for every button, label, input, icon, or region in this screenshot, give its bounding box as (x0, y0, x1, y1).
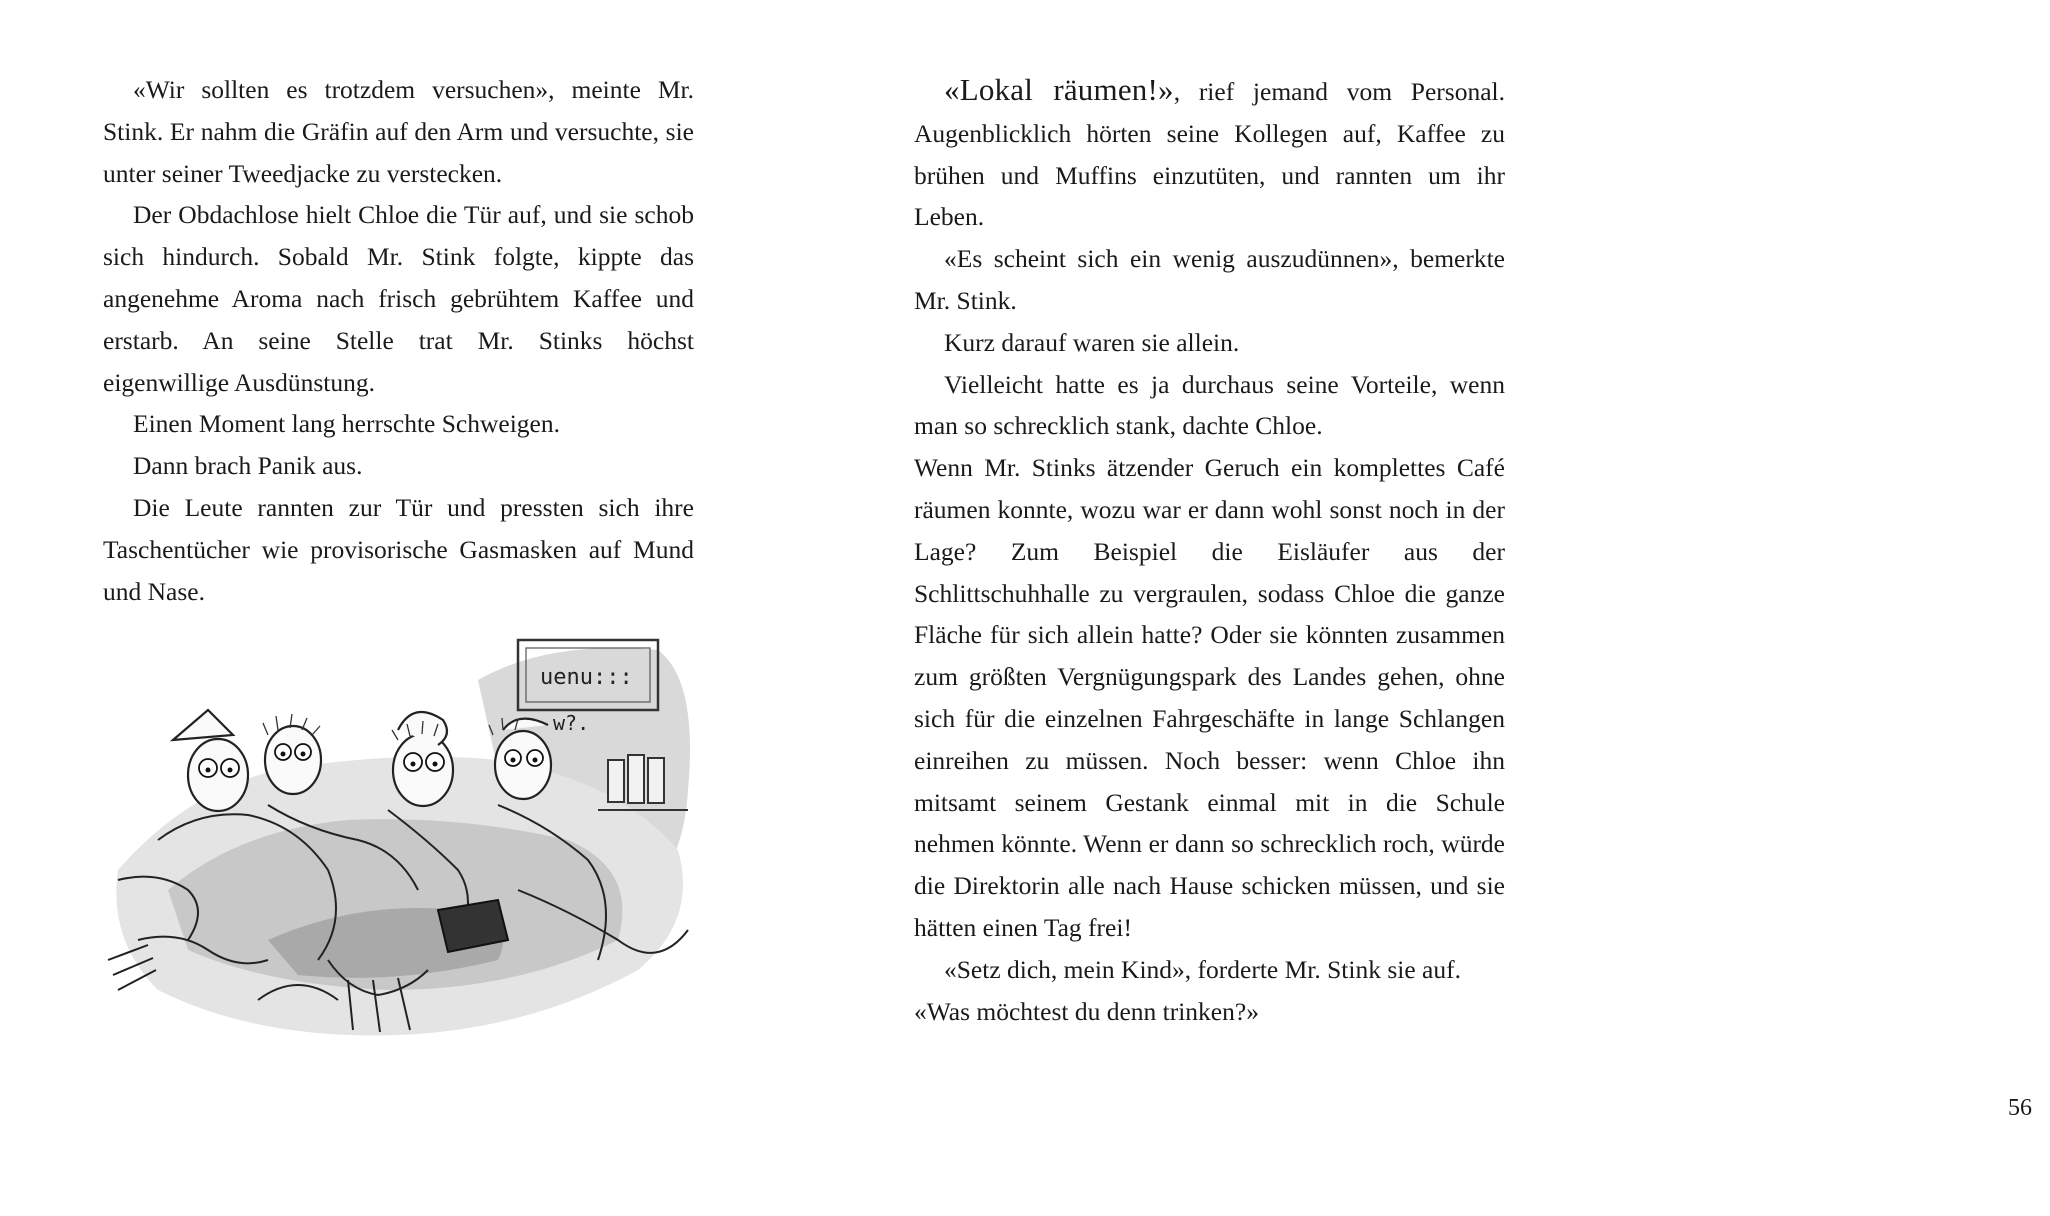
right-text-column (914, 69, 1505, 1032)
page-number: 56 (2008, 1095, 2032, 1121)
right-page (800, 0, 2032, 1216)
cafe-panic-illustration (98, 640, 718, 1060)
paragraph: «Was möchtest du denn trinken?» (914, 996, 1259, 1026)
left-text-column (103, 69, 694, 612)
menu-board-text-2: w?. (553, 711, 590, 735)
paragraph: «Es scheint sich ein wenig auszudünnen», bemerkte Mr. Stink. (914, 244, 1505, 315)
paragraph: Einen Moment lang herrschte Schweigen. (133, 409, 561, 439)
paragraph: Der Obdachlose hielt Chloe die Tür auf, und sie schob sich hindurch. Sobald Mr. Stink folgte, kippte das angenehme Aroma nach frisch gebrühtem Kaffee und erstarb. An seine Stelle trat Mr. Stinks höchst eigenwillige Ausdünstung. (103, 200, 694, 397)
paragraph: Wenn Mr. Stinks ätzender Geruch ein komplettes Café räumen konnte, wozu war er dann wohl sonst noch in der Lage? Zum Beispiel die Eisläufer aus der Schlittschuhhalle zu vergraulen, sodass Chloe die ganze Fläche für sich allein hatte? Oder sie könnten zusammen zum größten Vergnügungspark des Landes gehen, ohne sich für die einzelnen Fahrgeschäfte in lange Schlangen einreihen zu müssen. Noch besser: wenn Chloe ihn mitsamt seinem Gestank einmal mit in die Schule nehmen könnte. Wenn er dann so schrecklich roch, würde die Direktorin alle nach Hause schicken müssen, und sie hätten einen Tag frei! (914, 453, 1505, 942)
lead-rest: , rief jemand vom Personal. Augenblicklich hörten seine Kollegen auf, Kaffee zu brühen und Muffins einzutüten, und rannten um ihr Leben. (914, 77, 1505, 232)
left-page (0, 0, 800, 1216)
paragraph (914, 69, 1505, 238)
menu-board-text: uenu::: (540, 665, 633, 690)
paragraph: Vielleicht hatte es ja durchaus seine Vorteile, wenn man so schrecklich stank, dachte Chloe. (914, 369, 1505, 441)
lead-quote: «Lokal räumen!» (944, 72, 1174, 107)
paragraph: Die Leute rannten zur Tür und pressten sich ihre Taschentücher wie provisorische Gasmasken auf Mund und Nase. (103, 492, 694, 606)
paragraph: Kurz darauf waren sie allein. (944, 327, 1240, 357)
paragraph: Dann brach Panik aus. (133, 451, 363, 481)
paragraph: «Setz dich, mein Kind», forderte Mr. Stink sie auf. (944, 954, 1461, 984)
paragraph: «Wir sollten es trotzdem versuchen», meinte Mr. Stink. Er nahm die Gräfin auf den Arm und versuchte, sie unter seiner Tweedjacke zu verstecken. (103, 75, 694, 188)
